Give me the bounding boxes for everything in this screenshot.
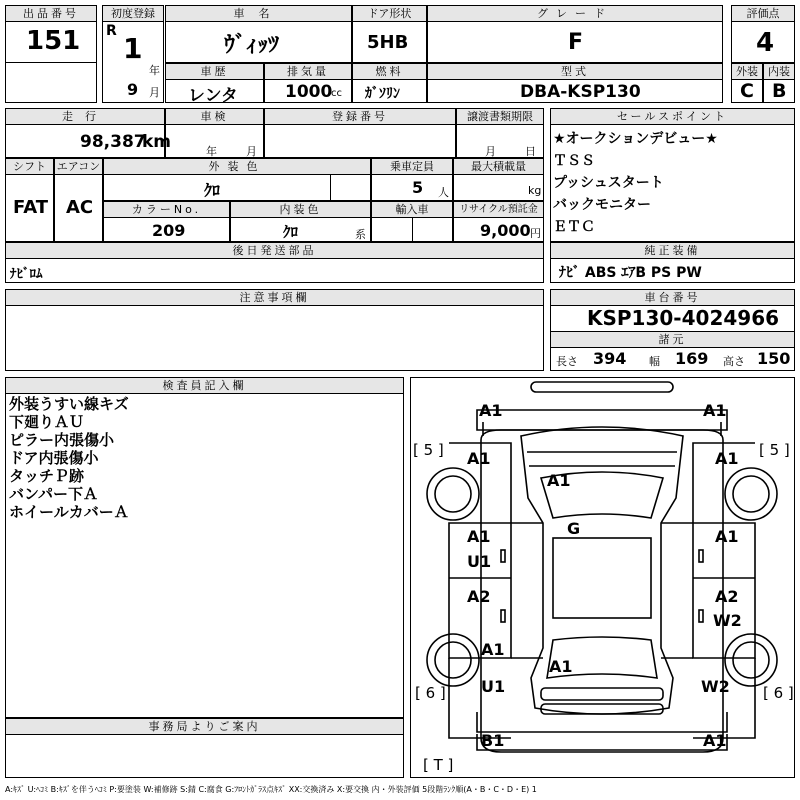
inspector-note-line: タッチＰ跡 xyxy=(9,467,85,485)
length-label: 長さ xyxy=(556,355,578,368)
door-box xyxy=(352,21,427,63)
mark-rear-door-right: A2 xyxy=(715,587,739,606)
transfer-day-unit: 日 xyxy=(525,145,536,158)
int-color-unit: 系 xyxy=(355,228,366,241)
inspector-note-line: バンパー下Ａ xyxy=(9,485,98,503)
lot-blank xyxy=(5,62,97,103)
chassis-label: 車台番号 xyxy=(550,289,795,306)
width-label: 幅 xyxy=(649,355,660,368)
capacity: 5 xyxy=(412,178,424,197)
office-box xyxy=(5,734,404,778)
color-split xyxy=(330,174,371,201)
door-label: ドア形状 xyxy=(352,5,427,22)
tire-fl-grade: [ 5 ] xyxy=(413,441,444,459)
transfer-month-unit: 月 xyxy=(485,145,496,158)
height: 150 xyxy=(757,349,791,368)
recycle-label: リサイクル預託金 xyxy=(453,201,544,218)
capacity-unit: 人 xyxy=(438,186,449,199)
recycle: 9,000 xyxy=(480,221,531,240)
cc-unit: cc xyxy=(331,88,342,99)
width: 169 xyxy=(675,349,709,368)
recycle-box xyxy=(453,217,544,242)
sales-points-label: セールスポイント xyxy=(550,108,795,125)
history-box xyxy=(165,79,264,106)
inspector-note-line: ホイールカバーＡ xyxy=(9,503,129,521)
insp-month-unit: 月 xyxy=(246,145,257,158)
inspection-label: 車検 xyxy=(165,108,264,125)
first-reg-label: 初度登録 xyxy=(102,5,164,22)
lot-label: 出品番号 xyxy=(5,5,97,22)
mark-quarter-left-2: U1 xyxy=(481,677,506,696)
inspector-note-line: ピラー内張傷小 xyxy=(9,431,115,449)
model-label: 型式 xyxy=(427,63,723,80)
tire-rr-grade: [ 6 ] xyxy=(763,684,794,702)
ac-box xyxy=(54,174,103,242)
sales-point-item: ＴＳＳ xyxy=(553,153,595,169)
sales-point-item: ★オークションデビュー★ xyxy=(553,131,718,147)
ext-grade-box xyxy=(731,79,763,103)
fuel-box xyxy=(352,79,427,103)
displacement: 1000 xyxy=(285,82,333,102)
mark-hood: A1 xyxy=(547,471,571,490)
mark-fender-right: A1 xyxy=(715,449,739,468)
mark-roof: G xyxy=(567,519,581,538)
equipment-label: 純正装備 xyxy=(550,242,795,259)
score-label: 評価点 xyxy=(731,5,795,22)
mark-front-door-left: A1 xyxy=(467,527,491,546)
inspector-notes xyxy=(9,395,129,521)
grade: F xyxy=(568,30,584,55)
length: 394 xyxy=(593,349,627,368)
capacity-label: 乗車定員 xyxy=(371,158,453,175)
spec-box xyxy=(550,347,795,371)
mark-rear-door-right-2: W2 xyxy=(713,611,742,630)
office-label: 事務局よりご案内 xyxy=(5,718,404,735)
spare-tire: [ T ] xyxy=(423,756,454,774)
inspector-note-line: ドア内張傷小 xyxy=(9,449,99,467)
cabin-outline xyxy=(521,427,683,714)
grade-box xyxy=(427,21,723,63)
displacement-box xyxy=(264,79,352,103)
km-unit: km xyxy=(142,132,172,152)
month-unit: 月 xyxy=(149,86,160,99)
reg-no-label: 登録番号 xyxy=(264,108,456,125)
load-box xyxy=(453,174,544,201)
car-name-box xyxy=(165,21,352,63)
rear-light-bar xyxy=(541,688,663,700)
int-color: ｸﾛ xyxy=(283,223,299,241)
lot-box xyxy=(5,21,97,63)
color-no-label: カラーNo. xyxy=(103,201,230,218)
color-no: 209 xyxy=(152,221,186,240)
inspection-box xyxy=(165,124,264,158)
later-parts: ﾅﾋﾞﾛﾑ xyxy=(10,267,43,282)
sales-point-item: プッシュスタート xyxy=(553,175,664,191)
tire-rl-grade: [ 6 ] xyxy=(415,684,446,702)
mileage-label: 走行 xyxy=(5,108,165,125)
shift-box xyxy=(5,174,54,242)
mark-fender-left: A1 xyxy=(467,449,491,468)
mark-front-right: A1 xyxy=(703,401,727,420)
history: レンタ xyxy=(188,86,238,106)
model-box xyxy=(427,79,723,103)
rear-bumper-strip xyxy=(477,734,727,750)
ext-label: 外装 xyxy=(731,63,763,80)
shift: FAT xyxy=(13,197,49,218)
chassis-number: KSP130-4024966 xyxy=(587,306,780,330)
inspector-note-line: 外装うすい線キズ xyxy=(9,395,129,413)
sales-points-box xyxy=(550,124,795,242)
import-split xyxy=(412,217,453,242)
legend: A:ｷｽﾞ U:ﾍｺﾐ B:ｷｽﾞを伴うﾍｺﾐ P:要塗装 W:補修跡 S:錆 C:腐食 G:ﾌﾛﾝﾄｶﾞﾗｽ点ｷｽﾞ XX:交換済み X:要交換 内・外装評価 5段階ﾗﾝｸ順(A・B・C・D・E) 1 xyxy=(5,785,537,794)
transfer-label: 譲渡書類期限 xyxy=(456,108,544,125)
load-label: 最大積載量 xyxy=(453,158,544,175)
load-unit: kg xyxy=(528,184,542,197)
car-diagram xyxy=(410,377,795,778)
mark-quarter-right: W2 xyxy=(701,677,730,696)
fuel: ｶﾞｿﾘﾝ xyxy=(365,86,400,102)
inspector-box xyxy=(5,393,404,718)
ac: AC xyxy=(66,197,94,218)
color-label: 外装色 xyxy=(103,158,371,175)
int-grade-box xyxy=(763,79,795,103)
shift-label: シフト xyxy=(5,158,54,175)
mark-rear-door-left: A2 xyxy=(467,587,491,606)
history-label: 車歴 xyxy=(165,63,264,80)
int-color-label: 内装色 xyxy=(230,201,371,218)
inspector-label: 検査員記入欄 xyxy=(5,377,404,394)
mark-front-left: A1 xyxy=(479,401,503,420)
spec-label: 諸元 xyxy=(550,331,795,348)
mark-rear-right: A1 xyxy=(703,731,727,750)
era: R xyxy=(106,23,117,39)
later-label: 後日発送部品 xyxy=(5,242,544,259)
int-label: 内装 xyxy=(763,63,795,80)
mark-under-left: U1 xyxy=(467,552,492,571)
roof-outline xyxy=(553,538,651,618)
later-box xyxy=(5,258,544,283)
insp-year-unit: 年 xyxy=(206,145,217,158)
transfer-box xyxy=(456,124,544,158)
reg-month: 9 xyxy=(127,80,139,99)
height-label: 高さ xyxy=(723,355,745,368)
int-grade: B xyxy=(772,80,787,102)
import-label: 輸入車 xyxy=(371,201,453,218)
equipment: ﾅﾋﾞ ABS ｴｱB PS PW xyxy=(559,265,702,281)
equipment-box xyxy=(550,258,795,283)
sales-points-list xyxy=(553,128,718,238)
lot-number: 151 xyxy=(26,26,81,56)
year-unit: 年 xyxy=(149,64,160,77)
mileage-box xyxy=(5,124,172,158)
reg-no-box xyxy=(264,124,456,158)
model: DBA-KSP130 xyxy=(520,82,641,102)
sales-point-item: ＥＴＣ xyxy=(553,219,595,235)
inspector-note-line: 下廻りＡＵ xyxy=(9,413,85,431)
car-diagram-svg xyxy=(411,378,794,777)
yen-unit: 円 xyxy=(530,227,541,240)
mileage: 98,387 xyxy=(80,132,146,152)
capacity-box xyxy=(371,174,453,201)
mark-front-door-right: A1 xyxy=(715,527,739,546)
fuel-label: 燃料 xyxy=(352,63,427,80)
score: 4 xyxy=(756,28,775,58)
reg-year: 1 xyxy=(123,32,143,65)
tire-fr-grade: [ 5 ] xyxy=(759,441,790,459)
grade-label: グレード xyxy=(427,5,723,22)
sales-point-item: バックモニター xyxy=(553,197,651,213)
car-name: ｳﾞｨｯﾂ xyxy=(224,33,280,58)
score-box xyxy=(731,21,795,63)
mark-rear-left: B1 xyxy=(481,731,505,750)
notes-box xyxy=(5,305,544,371)
int-color-box xyxy=(230,217,371,242)
front-bumper-outline xyxy=(531,382,673,392)
mark-quarter-left: A1 xyxy=(481,640,505,659)
ac-label: エアコン xyxy=(54,158,103,175)
color-no-box xyxy=(103,217,230,242)
color: ｸﾛ xyxy=(204,181,221,200)
displacement-label: 排気量 xyxy=(264,63,352,80)
chassis-box xyxy=(550,305,795,332)
door-type: 5HB xyxy=(367,32,409,53)
car-name-label: 車名 xyxy=(165,5,352,22)
ext-grade: C xyxy=(740,80,754,102)
notes-label: 注意事項欄 xyxy=(5,289,544,306)
mark-trunk: A1 xyxy=(549,657,573,676)
first-reg-box xyxy=(102,21,164,103)
